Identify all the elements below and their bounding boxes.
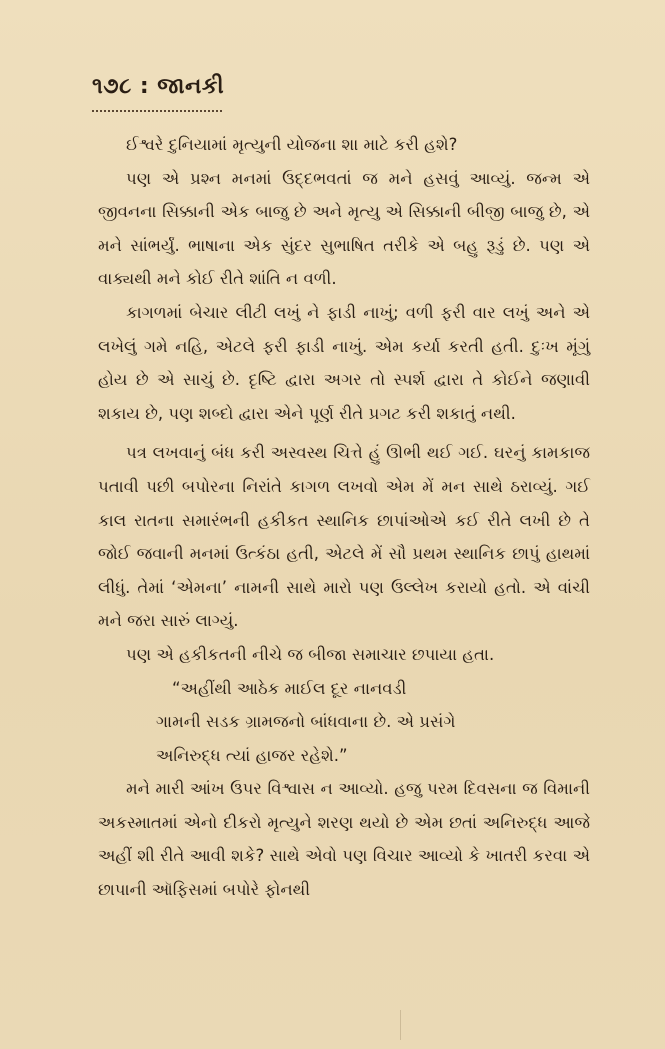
paragraph-2: પણ એ પ્રશ્ન મનમાં ઉદ્દભવતાં જ મને હસવું આવ્યું. જન્મ એ જીવનના સિક્કાની એક બાજુ છે અને મૃત્યુ એ સિક્કાની બીજી બાજુ છે, એ મને સાંભર્યું. ભાષાના એક સુંદર સુભાષિત તરીકે એ બહુ રૂડું છે. પણ એ વાક્યથી મને કોઈ રીતે શાંતિ ન વળી.	[98, 168, 590, 289]
running-header: ૧૭૮ : જાનકી	[92, 74, 225, 99]
header-underline	[92, 104, 222, 112]
paragraph-1: ઈશ્વરે દુનિયામાં મૃત્યુની યોજના શા માટે કરી હશે?	[126, 135, 458, 154]
page-crease	[400, 1010, 401, 1040]
page-body	[98, 128, 590, 907]
closing-paragraph: મને મારી આંખ ઉપર વિશ્વાસ ન આવ્યો. હજુ પરમ દિવસના જ વિમાની અકસ્માતમાં એનો દીકરો મૃત્યુને શરણ થયો છે એમ છતાં અનિરુદ્ધ આજે અહીં શી રીતે આવી શકે? સાથે એવો પણ વિચાર આવ્યો કે ખાતરી કરવા એ છાપાની ઑફિસમાં બપોરે ફોનથી	[98, 779, 590, 900]
quote-line-2: ગામની સડક ગ્રામજનો બાંધવાના છે. એ પ્રસંગે	[156, 712, 456, 732]
quote-line-1: “અહીંથી આઠેક માઈલ દૂર નાનવડી	[172, 678, 407, 698]
paragraph-5: પણ એ હકીકતની નીચે જ બીજા સમાચાર છપાયા હતા.	[126, 644, 495, 664]
quote-line-3: અનિરુદ્ધ ત્યાં હાજર રહેશે.”	[156, 745, 348, 765]
paragraph-3: કાગળમાં બેચાર લીટી લખું ને ફાડી નાખું; વળી ફરી વાર લખું અને એ લખેલું ગમે નહિ, એટલે ફરી ફાડી નાખું. એમ કર્યા કરતી હતી. દુઃખ મૂંગું હોય છે એ સાચું છે. દૃષ્ટિ દ્વારા અગર તો સ્પર્શ દ્વારા તે કોઈને જણાવી શકાય છે, પણ શબ્દો દ્વારા એને પૂર્ણ રીતે પ્રગટ કરી શકાતું નથી.	[98, 302, 590, 423]
paragraph-4: પત્ર લખવાનું બંધ કરી અસ્વસ્થ ચિત્તે હું ઊભી થઈ ગઈ. ઘરનું કામકાજ પતાવી પછી બપોરના નિરાંતે કાગળ લખવો એમ મેં મન સાથે ઠરાવ્યું. ગઈ કાલ રાતના સમારંભની હકીકત સ્થાનિક છાપાંઓએ કઈ રીતે લખી છે તે જોઈ જવાની મનમાં ઉત્કંઠા હતી, એટલે મેં સૌ પ્રથમ સ્થાનિક છાપું હાથમાં લીધું. તેમાં ‘એમના’ નામની સાથે મારો પણ ઉલ્લેખ કરાયો હતો. એ વાંચી મને જરા સારું લાગ્યું.	[98, 443, 590, 631]
